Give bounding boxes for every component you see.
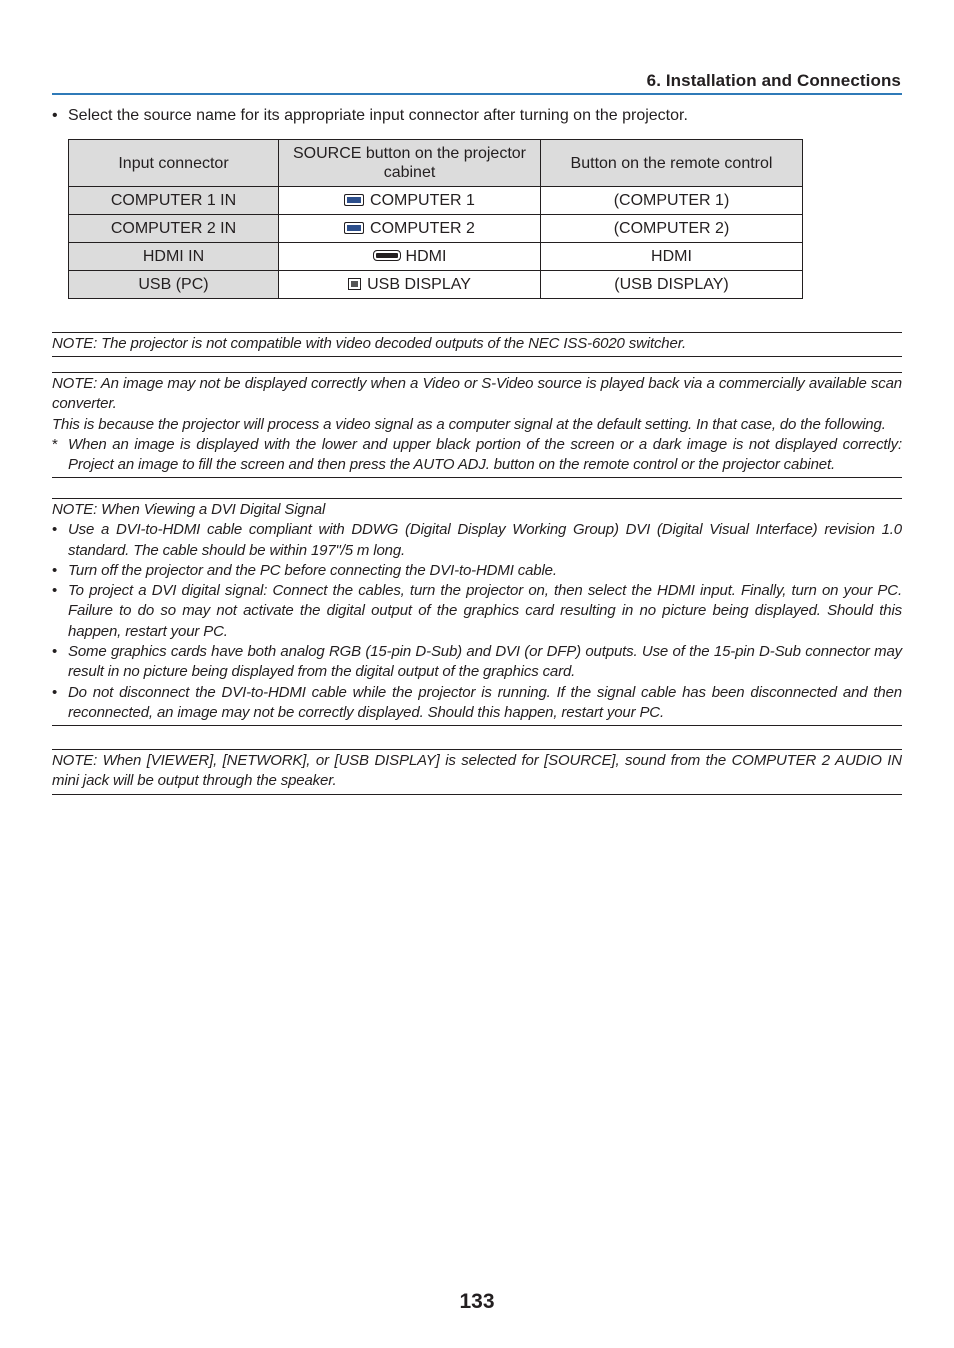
remote-cell: (USB DISPLAY) (541, 271, 803, 299)
list-item-text: To project a DVI digital signal: Connect the cables, turn the projector on, then select the HDMI input. Finally, turn on your PC. Failure to do so may not activate the digital output of the graphics card resulting in no picture being displayed. Should this happen, restart your PC. (68, 582, 902, 640)
connector-cell: HDMI IN (69, 243, 279, 271)
usb-display-icon (348, 278, 361, 290)
table-row (69, 243, 803, 271)
source-label: HDMI (405, 247, 447, 265)
note-dvi-signal (52, 498, 902, 726)
vga-icon (344, 222, 364, 234)
table-row (69, 187, 803, 215)
list-item (52, 642, 902, 683)
list-item (52, 520, 902, 561)
page-number: 133 (459, 1290, 495, 1313)
table-row (69, 215, 803, 243)
bullet-marker: • (52, 643, 58, 661)
note-text: NOTE: When [VIEWER], [NETWORK], or [USB DISPLAY] is selected for [SOURCE], sound from the COMPUTER 2 AUDIO IN mini jack will be output through the speaker. (52, 752, 902, 790)
note-title: NOTE: When Viewing a DVI Digital Signal (52, 501, 326, 518)
table-row (69, 271, 803, 299)
source-label: COMPUTER 1 (370, 191, 475, 209)
source-cell (279, 215, 541, 243)
intro-paragraph (52, 106, 902, 126)
list-item (52, 581, 902, 642)
note-scan-converter (52, 372, 902, 478)
remote-cell: (COMPUTER 2) (541, 215, 803, 243)
source-cell (279, 243, 541, 271)
header-rule (52, 93, 902, 95)
asterisk-marker: * (52, 435, 58, 453)
list-item-text: Some graphics cards have both analog RGB (15-pin D-Sub) and DVI (or DFP) outputs. Use of the 15-pin D-Sub connector may result in no picture being displayed from the digital output of the graphics card. (68, 643, 902, 681)
source-label: USB DISPLAY (367, 275, 471, 293)
list-item-text: When an image is displayed with the lower and upper black portion of the screen or a dark image is not displayed correctly: Project an image to fill the screen and then press the AUTO ADJ. button on the remote control or the projector cabinet. (68, 435, 902, 474)
list-item-text: Do not disconnect the DVI-to-HDMI cable while the projector is running. If the signal cable has been disconnected and then reconnected, an image may not be correctly displayed. Should this happen, restart your PC. (68, 683, 902, 721)
note-iss-switcher (52, 332, 902, 357)
bullet-marker: • (52, 683, 58, 701)
column-header: SOURCE button on the projector cabinet (279, 140, 541, 187)
intro-text: Select the source name for its appropriate input connector after turning on the projector. (68, 107, 688, 124)
connector-cell: COMPUTER 2 IN (69, 215, 279, 243)
note-text: NOTE: The projector is not compatible with video decoded outputs of the NEC ISS-6020 switcher. (52, 335, 686, 352)
bullet-marker: • (52, 107, 58, 124)
connector-cell: USB (PC) (69, 271, 279, 299)
note-text: This is because the projector will process a video signal as a computer signal at the default setting. In that case, do the following. (52, 415, 886, 433)
table-header-row (69, 140, 803, 187)
bullet-marker: • (52, 582, 58, 600)
list-item (52, 435, 902, 476)
column-header: Input connector (69, 140, 279, 187)
note-text: NOTE: An image may not be displayed correctly when a Video or S-Video source is played back via a commercially available scan converter. (52, 375, 902, 413)
list-item-text: Use a DVI-to-HDMI cable compliant with DDWG (Digital Display Working Group) DVI (Digital Visual Interface) revision 1.0 standard. The cable should be within 197"/5 m long. (68, 521, 902, 559)
bullet-marker: • (52, 521, 58, 539)
note-audio-output (52, 749, 902, 795)
source-cell (279, 271, 541, 299)
source-label: COMPUTER 2 (370, 219, 475, 237)
source-table (68, 139, 803, 299)
source-cell (279, 187, 541, 215)
bullet-marker: • (52, 561, 58, 579)
remote-cell: HDMI (541, 243, 803, 271)
list-item-text: Turn off the projector and the PC before connecting the DVI-to-HDMI cable. (68, 561, 557, 579)
connector-cell: COMPUTER 1 IN (69, 187, 279, 215)
remote-cell: (COMPUTER 1) (541, 187, 803, 215)
hdmi-icon (373, 250, 401, 261)
list-item (52, 683, 902, 724)
vga-icon (344, 194, 364, 206)
section-title: 6. Installation and Connections (646, 71, 901, 90)
list-item (52, 561, 902, 581)
column-header: Button on the remote control (541, 140, 803, 187)
